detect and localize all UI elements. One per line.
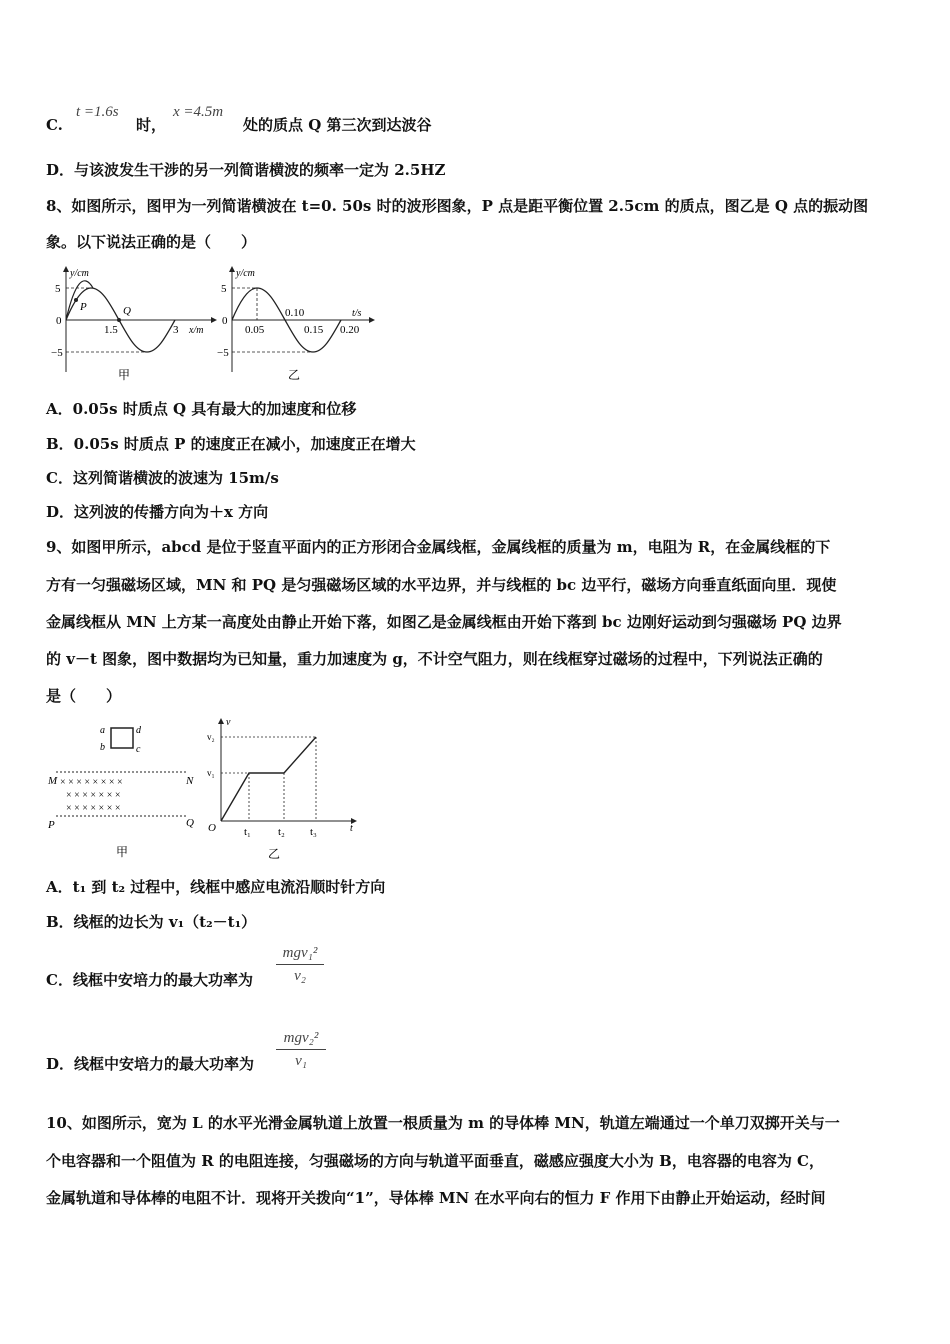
caption-jia: 甲	[118, 368, 131, 382]
q9-option-d-fraction	[276, 1030, 326, 1070]
t-axis-label: t	[350, 823, 353, 834]
corner-b: b	[100, 742, 105, 753]
q9-option-b: B．线框的边长为 v₁（t₂－t₁）	[46, 913, 257, 931]
y-tick-neg5: −5	[51, 347, 63, 359]
q9-option-d: D．线框中安培力的最大功率为	[46, 1055, 255, 1073]
q8-stem-line-1: 8、如图所示，图甲为一列简谐横波在 t=0. 50s 时的波形图象，P 点是距平衡位置 2.5cm 的质点，图乙是 Q 点的振动图	[46, 197, 869, 215]
denominator: v₂	[294, 968, 306, 984]
q8-option-b: B．0.05s 时质点 P 的速度正在减小，加速度正在增大	[46, 435, 416, 453]
t3-label: t₃	[310, 826, 317, 838]
q9-stem-line-4: 的 v－t 图象，图中数据均为已知量，重力加速度为 g，不计空气阻力，则在线框穿过磁场的过程中，下列说法正确的	[46, 650, 823, 668]
label-m: M	[48, 775, 58, 787]
vt-curve	[221, 737, 316, 821]
t-tick-0-20: 0.20	[340, 324, 360, 336]
caption-yi: 乙	[288, 368, 301, 382]
t1-label: t₁	[244, 826, 251, 838]
corner-d: d	[136, 725, 141, 736]
q9-option-c: C．线框中安培力的最大功率为	[46, 971, 253, 989]
y-tick-5: 5	[55, 283, 61, 295]
v1-label: v₁	[207, 768, 215, 778]
metal-frame	[111, 728, 133, 748]
y-axis-label: y/cm	[236, 268, 255, 279]
q8-option-a: A．0.05s 时质点 Q 具有最大的加速度和位移	[46, 400, 357, 418]
t-tick-0-15: 0.15	[304, 324, 324, 336]
field-row-2: × × × × × × ×	[66, 790, 121, 801]
t2-label: t₂	[278, 826, 285, 838]
option-label: C.	[46, 116, 63, 134]
q7-c-tail-text: 处的质点 Q 第三次到达波谷	[243, 116, 432, 134]
t-axis-label: t/s	[352, 308, 362, 319]
x-axis-label: x/m	[189, 325, 204, 336]
y-tick-neg5: −5	[217, 347, 229, 359]
field-row-3: × × × × × × ×	[66, 803, 121, 814]
q9-stem-line-2: 方有一匀强磁场区域，MN 和 PQ 是匀强磁场区域的水平边界，并与线框的 bc 边平行，磁场方向垂直纸面向里．现使	[46, 576, 837, 594]
v-axis-label: v	[226, 717, 231, 728]
field-row-1: × × × × × × × ×	[60, 777, 123, 788]
q9-stem-line-5: 是（ ）	[46, 687, 122, 705]
q-label: Q	[123, 305, 131, 317]
q10-line-1: 10、如图所示，宽为 L 的水平光滑金属轨道上放置一根质量为 m 的导体棒 MN，轨道左端通过一个单刀双掷开关与一	[46, 1114, 840, 1132]
numerator: mgv₁²	[276, 945, 324, 965]
t-tick-0-10: 0.10	[285, 307, 305, 319]
q9-option-a: A．t₁ 到 t₂ 过程中，线框中感应电流沿顺时针方向	[46, 878, 386, 896]
corner-c: c	[136, 744, 141, 755]
p-label: P	[80, 301, 87, 313]
numerator: mgv₂²	[276, 1030, 326, 1050]
x-tick-3: 3	[173, 324, 179, 336]
q7-c-middle-text: 时，	[136, 116, 167, 134]
origin-o: O	[208, 822, 216, 834]
denominator: v₁	[295, 1053, 307, 1069]
q9-figure-vt	[206, 715, 361, 863]
q7-c-position-expression: x =4.5m	[173, 104, 224, 120]
q9-figure-field	[46, 718, 206, 863]
label-q: Q	[186, 817, 194, 829]
q8-figure-wave	[46, 262, 221, 384]
t-tick-0-05: 0.05	[245, 324, 265, 336]
v2-label: v₂	[207, 732, 215, 742]
point-p	[74, 298, 78, 302]
q9-stem-line-1: 9、如图甲所示，abcd 是位于竖直平面内的正方形闭合金属线框，金属线框的质量为 m，电阻为 R，在金属线框的下	[46, 538, 831, 556]
corner-a: a	[100, 725, 105, 736]
q7-option-d: D．与该波发生干涉的另一列简谐横波的频率一定为 2.5HZ	[46, 161, 446, 179]
q8-figure-vibration	[212, 262, 380, 384]
q9-option-c-fraction	[276, 945, 324, 985]
origin-label: 0	[222, 315, 228, 327]
y-axis-label: y/cm	[70, 268, 89, 279]
caption-jia: 甲	[116, 845, 129, 859]
x-tick-1-5: 1.5	[104, 324, 118, 336]
q10-line-3: 金属轨道和导体棒的电阻不计．现将开关拨向“1”，导体棒 MN 在水平向右的恒力 F 作用下由静止开始运动，经时间	[46, 1189, 826, 1207]
label-p: P	[48, 819, 55, 831]
q8-option-c: C．这列简谐横波的波速为 15m/s	[46, 469, 279, 487]
q9-stem-line-3: 金属线框从 MN 上方某一高度处由静止开始下落，如图乙是金属线框由开始下落到 bc 边刚好运动到匀强磁场 PQ 边界	[46, 613, 842, 631]
q7-c-time-expression: t =1.6s	[76, 104, 119, 120]
q8-option-d: D．这列波的传播方向为＋x 方向	[46, 503, 269, 521]
point-q	[117, 318, 121, 322]
q10-line-2: 个电容器和一个阻值为 R 的电阻连接，匀强磁场的方向与轨道平面垂直，磁感应强度大小为 B，电容器的电容为 C，	[46, 1152, 824, 1170]
q8-stem-line-2: 象。以下说法正确的是（ ）	[46, 233, 257, 251]
caption-yi: 乙	[268, 847, 281, 861]
origin-label: 0	[56, 315, 62, 327]
label-n: N	[186, 775, 194, 787]
q7-option-c	[46, 115, 63, 135]
y-tick-5: 5	[221, 283, 227, 295]
